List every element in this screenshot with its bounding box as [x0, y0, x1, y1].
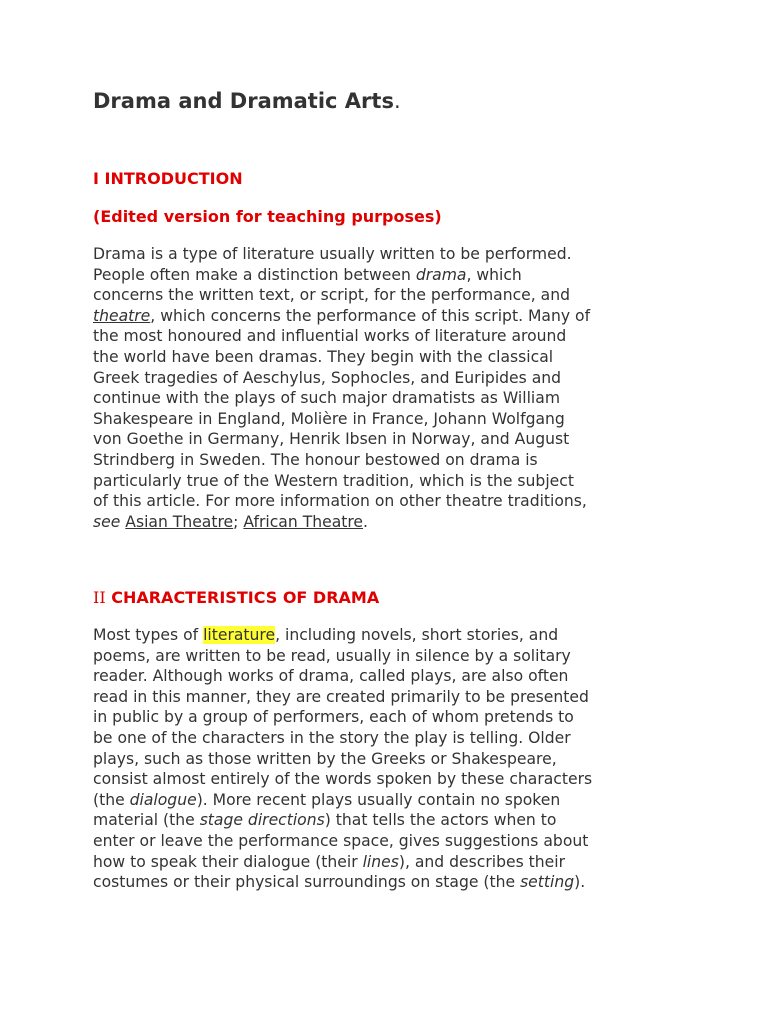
- text-line: [93, 810, 683, 831]
- text-line: [93, 852, 683, 873]
- italic-term-drama: drama: [415, 265, 467, 284]
- text-span: costumes or their physical surroundings on stage (the: [93, 873, 521, 892]
- text-line: read in this manner, they are created primarily to be presented: [93, 687, 589, 706]
- text-line: Shakespeare in England, Molière in France, Johann Wolfgang: [93, 409, 565, 428]
- italic-term-dialogue: dialogue: [129, 790, 197, 809]
- text-span: ;: [233, 512, 239, 531]
- text-span: , which: [466, 265, 522, 284]
- paragraph-characteristics: [93, 625, 683, 893]
- text-line: reader. Although works of drama, called plays, are also often: [93, 667, 569, 686]
- text-span: (the: [93, 790, 130, 809]
- text-line: particularly true of the Western tradition, which is the subject: [93, 471, 574, 490]
- text-line: of this article. For more information on other theatre traditions,: [93, 492, 587, 511]
- document-title-period: .: [393, 89, 401, 113]
- text-span: material (the: [93, 811, 200, 830]
- italic-term-setting: setting: [520, 873, 575, 892]
- text-span: ).: [574, 873, 586, 892]
- italic-term-lines: lines: [362, 852, 399, 871]
- text-span: ) that tells the actors when to: [324, 811, 557, 830]
- text-line: Drama is a type of literature usually written to be performed.: [93, 245, 572, 263]
- text-line: [93, 265, 683, 286]
- text-line: plays, such as those written by the Greeks or Shakespeare,: [93, 749, 557, 768]
- document-title-text: Drama and Dramatic Arts: [93, 89, 394, 113]
- text-span: ), and describes their: [398, 852, 565, 871]
- text-line: the world have been dramas. They begin with the classical: [93, 347, 554, 366]
- text-span: how to speak their dialogue (their: [93, 852, 363, 871]
- text-line: [93, 790, 683, 811]
- section-subheading-edited-version: (Edited version for teaching purposes): [93, 207, 442, 226]
- document-title: [93, 87, 401, 115]
- text-line: Strindberg in Sweden. The honour bestowed on drama is: [93, 450, 538, 469]
- text-span: Most types of: [93, 626, 204, 644]
- text-line: [93, 306, 683, 327]
- text-line: the most honoured and influential works of literature around: [93, 327, 567, 346]
- section-numeral: II: [93, 588, 106, 607]
- text-span: , which concerns the performance of this script. Many of: [150, 306, 591, 325]
- italic-see: see: [93, 512, 121, 531]
- text-line: poems, are written to be read, usually in silence by a solitary: [93, 646, 571, 665]
- highlighted-term-literature: literature: [203, 626, 276, 644]
- text-line: enter or leave the performance space, gives suggestions about: [93, 831, 589, 850]
- text-line: in public by a group of performers, each of whom pretends to: [93, 708, 574, 727]
- text-span: People often make a distinction between: [93, 265, 416, 284]
- section-heading-introduction: I INTRODUCTION: [93, 169, 243, 188]
- paragraph-introduction: [93, 244, 683, 532]
- text-line: [93, 872, 683, 893]
- section-heading-characteristics: [93, 587, 379, 609]
- text-span: , including novels, short stories, and: [275, 626, 559, 644]
- italic-term-stage-directions: stage directions: [199, 811, 325, 830]
- section-heading-text: CHARACTERISTICS OF DRAMA: [111, 588, 380, 607]
- text-line: Greek tragedies of Aeschylus, Sophocles, and Euripides and: [93, 368, 562, 387]
- link-theatre[interactable]: theatre: [93, 306, 151, 325]
- link-african-theatre[interactable]: African Theatre: [243, 512, 364, 531]
- text-span: ). More recent plays usually contain no spoken: [196, 790, 561, 809]
- link-asian-theatre[interactable]: Asian Theatre: [125, 512, 234, 531]
- text-line: consist almost entirely of the words spoken by these characters: [93, 770, 593, 789]
- text-line: continue with the plays of such major dramatists as William: [93, 389, 561, 408]
- text-line: von Goethe in Germany, Henrik Ibsen in Norway, and August: [93, 430, 570, 449]
- text-span: .: [363, 512, 368, 531]
- text-line: concerns the written text, or script, for the performance, and: [93, 286, 571, 305]
- text-line: be one of the characters in the story the play is telling. Older: [93, 728, 571, 747]
- text-line: [93, 512, 683, 533]
- text-line: [93, 625, 683, 646]
